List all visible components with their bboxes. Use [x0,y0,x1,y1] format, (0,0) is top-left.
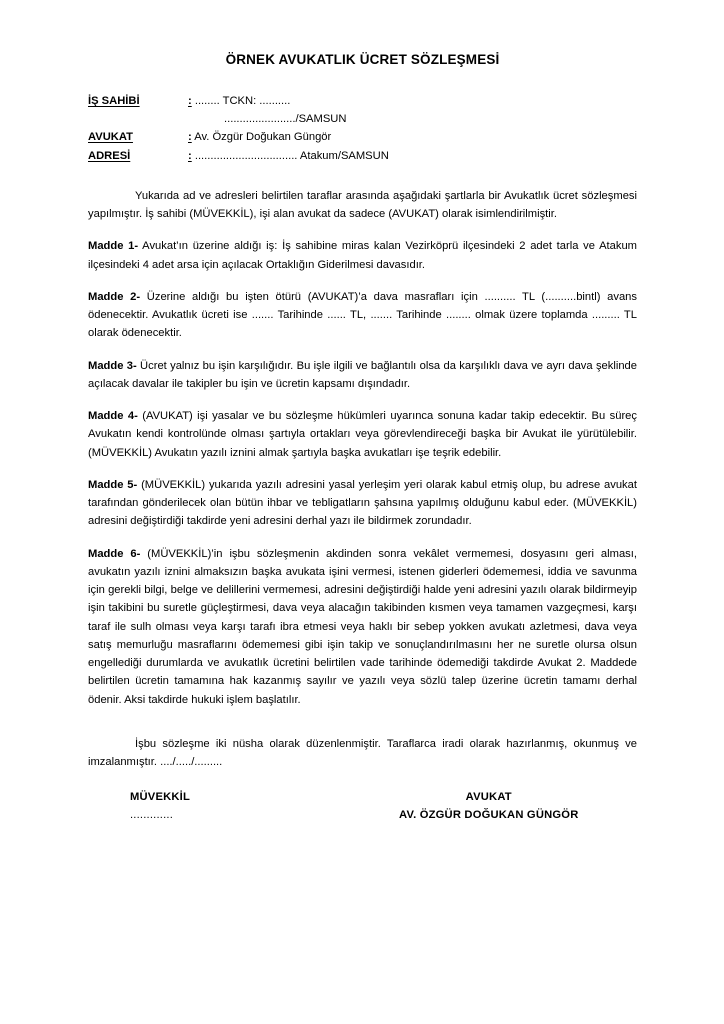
article-4-number: Madde 4- [88,410,138,422]
preamble-paragraph: Yukarıda ad ve adresleri belirtilen taraflar arasında aşağıdaki şartlarla bir Avukatlık ücret sözleşmesi yapılmıştır. İş sahibi (MÜVEKKİL), işi alan avukat da sadece (AVUKAT) olarak isimlendirilmiştir. [88,189,637,220]
article-6-text: (MÜVEKKİL)’in işbu sözleşmenin akdinden sonra vekâlet vermemesi, dosyasını geri alması, avukatın yazılı iznini almaksızın başka avukata işini vermesi, istenen giderleri ödememesi, iddia ve savunma için gerekli bilgi, belge ve delillerini vermemesi, adresini değiştirdiği halde yeni adresini yazılı olarak bildirmeyip işin takibini bu suretle güçleştirmesi, dava veya alacağın takibinden kısmen veya tamamen vazgeçmesi, karşı taraf ile sulh olması veya karşı tarafı ibra etmesi veya haklı bir sebep yokken avukatı azletmesi, dava veya satış memurluğu masraflarını ödememesi gibi işin takip ve sonuçlandırılmasını her ne suretle olursa olsun engellediği durumlarda ve avukatlık ücretini belirtilen vade tarihinde ödemediği takdirde Avukat 2. Maddede belirtilen ücretin tamamına hak kazanmış sayılır ve yazılı veya sözlü talep üzerine ücretin tamamı derhal ödenir. Aksi takdirde hukuki işlem başlatılır. [88,547,637,706]
party-label-lawyer: AVUKAT [88,131,133,144]
article-5-text: (MÜVEKKİL) yukarıda yazılı adresini yasal yerleşim yeri olarak kabul etmiş olup, bu adrese avukat tarafından gönderilecek olan bütün ihbar ve tebligatların şahsına yapılmış olduğunu kabul eder. (MÜVEKKİL) adresini değiştirdiği takdirde yeni adresini derhal yazı ile bildirmek zorundadır. [88,478,637,528]
article-6-number: Madde 6- [88,547,141,560]
article-2-number: Madde 2- [88,290,141,303]
article-2-text: Üzerine aldığı bu işten ötürü (AVUKAT)’a dava masrafları için .......... TL (..........bintl) avans ödenecektir. Avukatlık ücreti ise ....... Tarihinde ...... TL, ....... Tarihinde ........ olmak üzere toplamda ......... TL olarak ödenecektir. [88,290,637,340]
article-3-number: Madde 3- [88,359,137,372]
signature-client-title: MÜVEKKİL [130,791,191,804]
party-separator-lawyer: : [188,131,192,144]
article-1 [88,237,637,274]
article-1-text: Avukat’ın üzerine aldığı iş: İş sahibine miras kalan Vezirköprü ilçesindeki 2 adet tarla ve Atakum ilçesindeki 4 adet arsa için açılacak Ortaklığın Giderilmesi davasıdır. [88,240,637,271]
party-value-address: ................................. Atakum/SAMSUN [191,149,389,162]
signature-lawyer-name: AV. ÖZGÜR DOĞUKAN GÜNGÖR [399,808,579,821]
article-3 [88,357,637,394]
party-row-lawyer [88,128,637,146]
signature-lawyer [341,789,637,824]
page-title: ÖRNEK AVUKATLIK ÜCRET SÖZLEŞMESİ [225,52,500,67]
party-value-client: ........ TCKN: .......... [191,95,291,108]
article-3-text: Ücret yalnız bu işin karşılığıdır. Bu işle ilgili ve bağlantılı olsa da karşılıklı dava ve ayrı dava şeklinde açılacak davalar ile takipler bu işin ve ücretin kapsamı dışındadır. [88,359,637,390]
document-content [88,52,637,825]
party-separator-client: : [188,95,192,108]
party-row-address [88,147,637,165]
article-5-number: Madde 5- [88,478,138,491]
party-label-client: İŞ SAHİBİ [88,95,140,108]
party-label-address: ADRESİ [88,149,131,162]
party-value-client-line2: ......................./SAMSUN [224,113,347,126]
party-separator-address: : [188,149,192,162]
signature-lawyer-title: AVUKAT [465,791,512,804]
article-4-text: (AVUKAT) işi yasalar ve bu sözleşme hükümleri uyarınca sonuna kadar takip edecektir. Bu süreç Avukatın kendi kontrolünde olması şartıyla ortakları veya görevlendireceği başka bir Avukat ile yürütülebilir. (MÜVEKKİL) Avukatın yazılı iznini almak şartıyla başka avukatları işe teşrik edebilir. [88,410,637,459]
article-5 [88,476,637,531]
closing-paragraph: İşbu sözleşme iki nüsha olarak düzenlenmiştir. Taraflarca iradi olarak hazırlanmış, okunmuş ve imzalanmıştır. ..../...../......... [88,737,637,768]
party-details-block [88,92,637,165]
article-4 [88,407,637,462]
article-6 [88,545,637,709]
party-value-lawyer: Av. Özgür Doğukan Güngör [191,131,332,144]
signature-client-name: ............. [130,808,174,821]
party-row-client [88,92,637,110]
party-row-client-line2 [88,110,637,128]
article-1-number: Madde 1- [88,240,139,253]
article-2 [88,288,637,343]
signature-block [88,789,637,824]
signature-client [88,789,341,824]
